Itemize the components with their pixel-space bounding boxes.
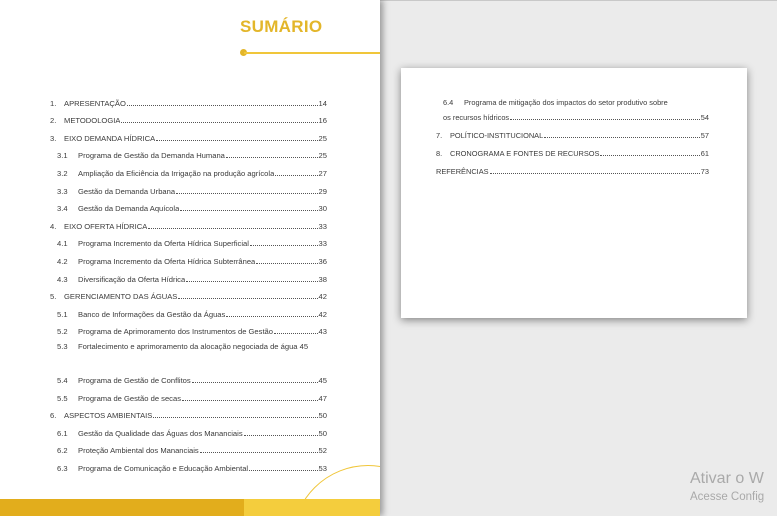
toc-page-number: 45 xyxy=(318,375,327,385)
toc-leader-dots xyxy=(121,122,317,123)
toc-item[interactable] xyxy=(50,266,327,284)
toc-label: Programa de Aprimoramento dos Instrumentos de Gestão xyxy=(78,327,274,337)
toc-page-number: 47 xyxy=(318,393,327,403)
toc-number: 4.3 xyxy=(57,274,68,284)
toc-number: 5.5 xyxy=(57,393,68,403)
toc-label: EIXO DEMANDA HÍDRICA xyxy=(64,133,156,143)
toc-leader-dots xyxy=(176,193,317,194)
toc-label: Proteção Ambiental dos Mananciais xyxy=(78,446,199,456)
toc-page-number: 30 xyxy=(318,204,327,214)
toc-page-number: 14 xyxy=(318,98,327,108)
toc-number: 6. xyxy=(50,411,57,421)
toc-item[interactable] xyxy=(50,248,327,266)
toc-number: 5.3 xyxy=(57,342,68,352)
windows-activation-watermark xyxy=(690,470,764,503)
toc-page-number: 45 xyxy=(299,342,309,352)
toc-item[interactable] xyxy=(50,367,327,385)
toc-label-line2: os recursos hídricos xyxy=(443,113,510,122)
toc-number: 6.3 xyxy=(57,463,68,473)
toc-page-number: 50 xyxy=(318,411,327,421)
toc-label: POLÍTICO-INSTITUCIONAL xyxy=(450,131,544,140)
toc-leader-dots xyxy=(600,155,699,156)
toc-page-number: 61 xyxy=(700,149,709,158)
toc-label: Programa de Gestão da Demanda Humana xyxy=(78,151,225,161)
toc-leader-dots xyxy=(182,400,318,401)
toc-label: Programa de Gestão de secas xyxy=(78,393,181,403)
toc-leader-dots xyxy=(127,105,318,106)
toc-label: Gestão da Demanda Urbana xyxy=(78,186,176,196)
table-of-contents-continued xyxy=(436,96,709,176)
toc-page-number: 38 xyxy=(318,274,327,284)
toc-number: 4. xyxy=(50,221,57,231)
toc-item[interactable] xyxy=(50,319,327,337)
toc-label: Ampliação da Eficiência da Irrigação na produção agrícola xyxy=(78,168,275,178)
toc-item[interactable] xyxy=(436,140,709,158)
toc-number: 2. xyxy=(50,116,57,126)
toc-page-number: 54 xyxy=(700,113,709,122)
watermark-title: Ativar o W xyxy=(690,470,764,487)
toc-item[interactable] xyxy=(50,301,327,319)
toc-page-number: 42 xyxy=(318,292,327,302)
toc-page-number: 27 xyxy=(318,168,327,178)
toc-leader-dots xyxy=(544,137,700,138)
toc-leader-dots xyxy=(275,175,317,176)
toc-label-line1: Programa de mitigação dos impactos do setor produtivo sobre xyxy=(464,98,668,107)
toc-number: 6.4 xyxy=(443,98,454,107)
toc-leader-dots xyxy=(226,157,318,158)
toc-page-number: 73 xyxy=(700,167,709,176)
toc-item[interactable] xyxy=(50,213,327,231)
toc-item[interactable] xyxy=(50,108,327,126)
toc-page-number: 57 xyxy=(700,131,709,140)
toc-label: Programa de Comunicação e Educação Ambiental xyxy=(78,463,249,473)
toc-leader-dots xyxy=(156,140,317,141)
toc-label: Banco de Informações da Gestão da Águas xyxy=(78,309,226,319)
toc-number: 5.4 xyxy=(57,375,68,385)
toc-label: EIXO OFERTA HÍDRICA xyxy=(64,221,148,231)
toc-number: 6.1 xyxy=(57,428,68,438)
toc-page-number: 50 xyxy=(318,428,327,438)
toc-number: 8. xyxy=(436,149,443,158)
toc-label: ASPECTOS AMBIENTAIS xyxy=(64,411,153,421)
toc-leader-dots xyxy=(490,173,700,174)
toc-page-number: 53 xyxy=(318,463,327,473)
title-underline xyxy=(244,52,380,54)
toc-number: 3.3 xyxy=(57,186,68,196)
toc-leader-dots xyxy=(256,263,317,264)
toc-label: METODOLOGIA xyxy=(64,116,121,126)
toc-item[interactable] xyxy=(50,160,327,178)
toc-leader-dots xyxy=(153,417,317,418)
toc-number: 3.2 xyxy=(57,168,68,178)
toc-leader-dots xyxy=(510,119,700,120)
toc-leader-dots xyxy=(274,333,318,334)
toc-page-number: 42 xyxy=(318,309,327,319)
toc-number: 1. xyxy=(50,98,57,108)
toc-leader-dots xyxy=(249,470,317,471)
toc-number: 5.2 xyxy=(57,327,68,337)
toc-item-6-4[interactable] xyxy=(436,96,709,109)
toc-item[interactable] xyxy=(436,158,709,176)
toc-leader-dots xyxy=(250,245,318,246)
toc-label: CRONOGRAMA E FONTES DE RECURSOS xyxy=(450,149,600,158)
toc-page-number: 16 xyxy=(318,116,327,126)
toc-item[interactable] xyxy=(50,90,327,108)
toc-page-number: 33 xyxy=(318,239,327,249)
toc-page-number: 25 xyxy=(318,151,327,161)
toc-number: 4.1 xyxy=(57,239,68,249)
toc-label: APRESENTAÇÃO xyxy=(64,98,126,108)
table-of-contents xyxy=(50,90,327,473)
watermark-subtitle: Acesse Config xyxy=(690,491,765,503)
document-page-2 xyxy=(401,68,747,318)
toc-item[interactable] xyxy=(50,143,327,161)
toc-page-number: 25 xyxy=(318,133,327,143)
toc-label: Programa Incremento da Oferta Hídrica Superficial xyxy=(78,239,249,249)
toc-item[interactable] xyxy=(50,125,327,143)
toc-label: Fortalecimento e aprimoramento da alocação negociada de água xyxy=(78,342,298,352)
toc-leader-dots xyxy=(180,210,317,211)
toc-item[interactable] xyxy=(50,231,327,249)
toc-item[interactable] xyxy=(50,385,327,403)
toc-page-number: 33 xyxy=(318,221,327,231)
toc-item[interactable] xyxy=(50,178,327,196)
toc-label: Gestão da Demanda Aquícola xyxy=(78,204,180,214)
toc-label: Programa de Gestão de Conflitos xyxy=(78,375,191,385)
toc-item[interactable] xyxy=(50,284,327,302)
toc-number: 5. xyxy=(50,292,57,302)
toc-page-number: 29 xyxy=(318,186,327,196)
toc-number: 7. xyxy=(436,131,443,140)
footer-bar-light xyxy=(244,499,380,516)
toc-label: REFERÊNCIAS xyxy=(436,167,489,176)
toc-item-6-4-line2[interactable] xyxy=(436,109,709,122)
toc-item[interactable] xyxy=(50,455,327,473)
toc-leader-dots xyxy=(200,452,318,453)
toc-item[interactable] xyxy=(50,438,327,456)
toc-leader-dots xyxy=(192,382,318,383)
toc-leader-dots xyxy=(178,298,317,299)
toc-page-number: 43 xyxy=(318,327,327,337)
toc-label: GERENCIAMENTO DAS ÁGUAS xyxy=(64,292,178,302)
toc-number: 3.1 xyxy=(57,151,68,161)
toc-leader-dots xyxy=(226,316,317,317)
toc-item[interactable] xyxy=(50,420,327,438)
toc-label: Gestão da Qualidade das Águas dos Mananciais xyxy=(78,428,243,438)
document-page-1 xyxy=(0,0,380,516)
toc-leader-dots xyxy=(186,281,317,282)
toc-page-number: 36 xyxy=(318,256,327,266)
toc-number: 5.1 xyxy=(57,309,68,319)
toc-page-number: 52 xyxy=(318,446,327,456)
toc-item[interactable] xyxy=(50,196,327,214)
toc-label: Programa Incremento da Oferta Hídrica Subterrânea xyxy=(78,256,256,266)
toc-item[interactable] xyxy=(436,122,709,140)
toc-number: 6.2 xyxy=(57,446,68,456)
toc-number: 3.4 xyxy=(57,204,68,214)
page-title: SUMÁRIO xyxy=(240,17,323,36)
toc-item[interactable] xyxy=(50,403,327,421)
toc-number: 4.2 xyxy=(57,256,68,266)
toc-leader-dots xyxy=(148,228,317,229)
toc-item[interactable] xyxy=(50,336,327,367)
footer-bar-dark xyxy=(0,499,244,516)
toc-leader-dots xyxy=(244,435,318,436)
toc-number: 3. xyxy=(50,133,57,143)
toc-label: Diversificação da Oferta Hídrica xyxy=(78,274,186,284)
